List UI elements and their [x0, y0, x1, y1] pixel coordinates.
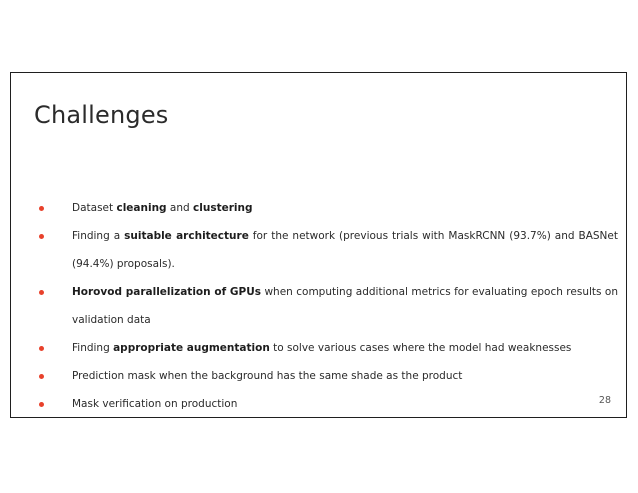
bullet-item — [35, 390, 618, 418]
bullet-item — [35, 334, 618, 362]
bullet-text: and — [166, 202, 194, 214]
bullet-item — [35, 222, 618, 278]
bullet-text: to solve various cases where the model had weaknesses — [269, 342, 572, 354]
bullet-item — [35, 278, 618, 334]
bullet-text: for the network (previous trials with MaskRCNN (93.7%) and BASNet (94.4%) proposals). — [72, 230, 618, 270]
bullet-bold-text: appropriate augmentation — [113, 342, 270, 354]
slide — [10, 72, 627, 418]
bullet-text: Finding a — [72, 230, 125, 242]
bullet-bold-text: Horovod parallelization of GPUs — [72, 286, 262, 298]
bullet-dot-icon — [39, 402, 44, 407]
bullet-text: Mask verification on production — [72, 398, 238, 410]
bullet-bold-text: clustering — [193, 202, 253, 214]
bullet-text: Prediction mask when the background has the same shade as the product — [72, 370, 463, 382]
bullet-dot-icon — [39, 206, 44, 211]
bullet-list — [35, 194, 618, 418]
bullet-item — [35, 194, 618, 222]
slide-title: Challenges — [34, 101, 169, 129]
bullet-text: Finding — [72, 342, 114, 354]
bullet-dot-icon — [39, 290, 44, 295]
bullet-dot-icon — [39, 234, 44, 239]
bullet-dot-icon — [39, 374, 44, 379]
bullet-bold-text: cleaning — [116, 202, 167, 214]
bullet-text: Dataset — [72, 202, 117, 214]
page-number: 28 — [598, 395, 611, 406]
bullet-bold-text: suitable architecture — [124, 230, 249, 242]
bullet-item — [35, 362, 618, 390]
bullet-dot-icon — [39, 346, 44, 351]
bullet-text: when computing additional metrics for evaluating epoch results on validation data — [72, 286, 619, 326]
